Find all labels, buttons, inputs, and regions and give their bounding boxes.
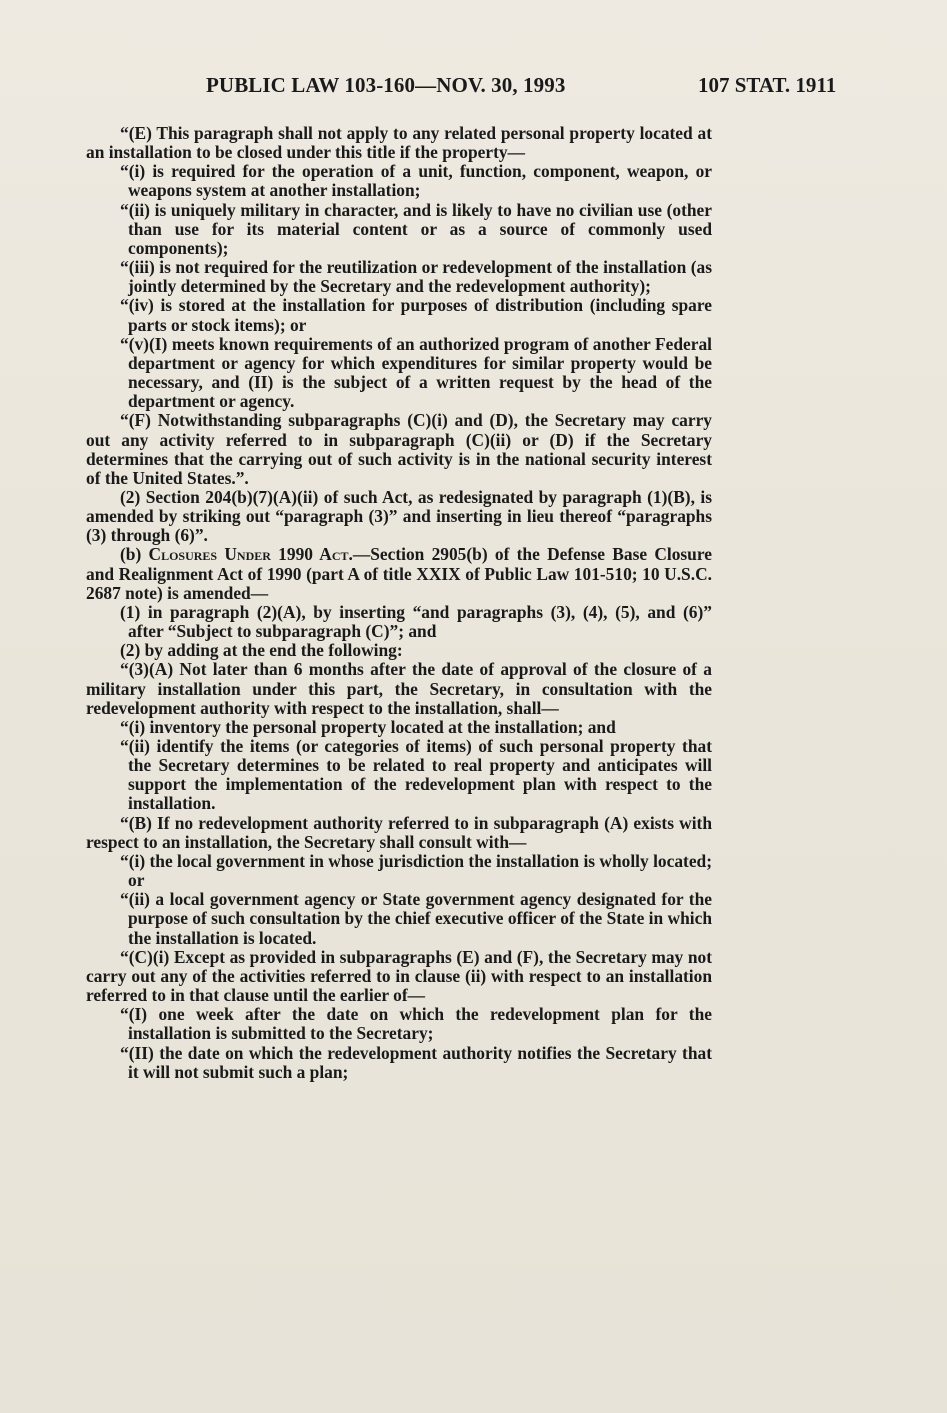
clause-3c-I: “(I) one week after the date on which the redevelopment plan for the installation is submitted to the Secretary; — [120, 1004, 712, 1044]
paragraph-3c: “(C)(i) Except as provided in subparagraphs (E) and (F), the Secretary may not carry out any of the activities referred to in clause (ii) with respect to an installation referred to in that clause until the earlier of— — [86, 946, 712, 1006]
paragraph-3b: “(B) If no redevelopment authority referred to in subparagraph (A) exists with respect to an installation, the Secretary shall consult with— — [86, 812, 712, 852]
amendment-1: (1) in paragraph (2)(A), by inserting “and paragraphs (3), (4), (5), and (6)” after “Subject to subparagraph (C)”; and — [120, 601, 712, 642]
law-text — [86, 124, 712, 1082]
subsection-b-text: of the Defense Base Closure and Realignment Act of 1990 (part A of title XXIX of Public Law 101-510; 10 U.S.C. 2687 note) is amended— — [86, 544, 712, 603]
running-title: PUBLIC LAW 103-160—NOV. 30, 1993 — [206, 73, 566, 97]
section-amendment-2: (2) Section 204(b)(7)(A)(ii) of such Act, as redesignated by paragraph (1)(B), is amended by striking out “paragraph (3)” and inserting in lieu thereof “paragraphs (3) through (6)”. — [86, 486, 712, 546]
amendment-2: (2) by adding at the end the following: — [120, 640, 403, 661]
clause-3b-ii: “(ii) a local government agency or State government agency designated for the purpose of such consultation by the chief executive officer of the State in which the installation is located. — [120, 889, 712, 948]
clause-e-v: “(v)(I) meets known requirements of an authorized program of another Federal department or agency for which expenditures for similar property would be necessary, and (II) is the subject of a written request by the head of the department or agency. — [120, 333, 712, 412]
clause-e-iv: “(iv) is stored at the installation for purposes of distribution (including spare parts or stock items); or — [120, 295, 712, 335]
paragraph-f: “(F) Notwithstanding subparagraphs (C)(i) and (D), the Secretary may carry out any activity referred to in subparagraph (C)(ii) or (D) if the Secretary determines that the carrying out of such activity is in the national security interest of the United States.”. — [86, 410, 712, 488]
clause-3b-i: “(i) the local government in whose jurisdiction the installation is wholly located; or — [120, 850, 712, 891]
clause-3a-i: “(i) inventory the personal property located at the installation; and — [120, 716, 616, 737]
clause-e-i: “(i) is required for the operation of a unit, function, component, weapon, or weapons system at another installation; — [120, 161, 712, 201]
subsection-b — [86, 545, 712, 602]
clause-3a-ii: “(ii) identify the items (or categories of items) of such personal property that the Secretary determines to be related to real property and anticipates will support the implementation of the redevelopment plan with respect to the installation. — [120, 736, 712, 814]
clause-3c-II: “(II) the date on which the redevelopment authority notifies the Secretary that it will not submit such a plan; — [120, 1042, 712, 1082]
page-header — [0, 73, 947, 103]
clause-e-ii: “(ii) is uniquely military in character, and is likely to have no civilian use (other than use for its material content or as a source of commonly used components); — [120, 199, 712, 258]
statute-page-number: 107 STAT. 1911 — [698, 73, 837, 97]
paragraph-e: “(E) This paragraph shall not apply to any related personal property located at an installation to be closed under this title if the property— — [86, 123, 712, 163]
paragraph-3a: “(3)(A) Not later than 6 months after the date of approval of the closure of a military installation under this part, the Secretary, in consultation with the redevelopment authority with respect to the installation, shall— — [86, 659, 712, 718]
subsection-b-dash: —Section 2905(b) — [352, 544, 495, 565]
subsection-b-heading: Closures Under 1990 Act. — [148, 544, 353, 565]
subsection-b-label: (b) — [120, 544, 149, 565]
clause-e-iii: “(iii) is not required for the reutilization or redevelopment of the installation (as jointly determined by the Secretary and the redevelopment authority); — [120, 257, 712, 297]
